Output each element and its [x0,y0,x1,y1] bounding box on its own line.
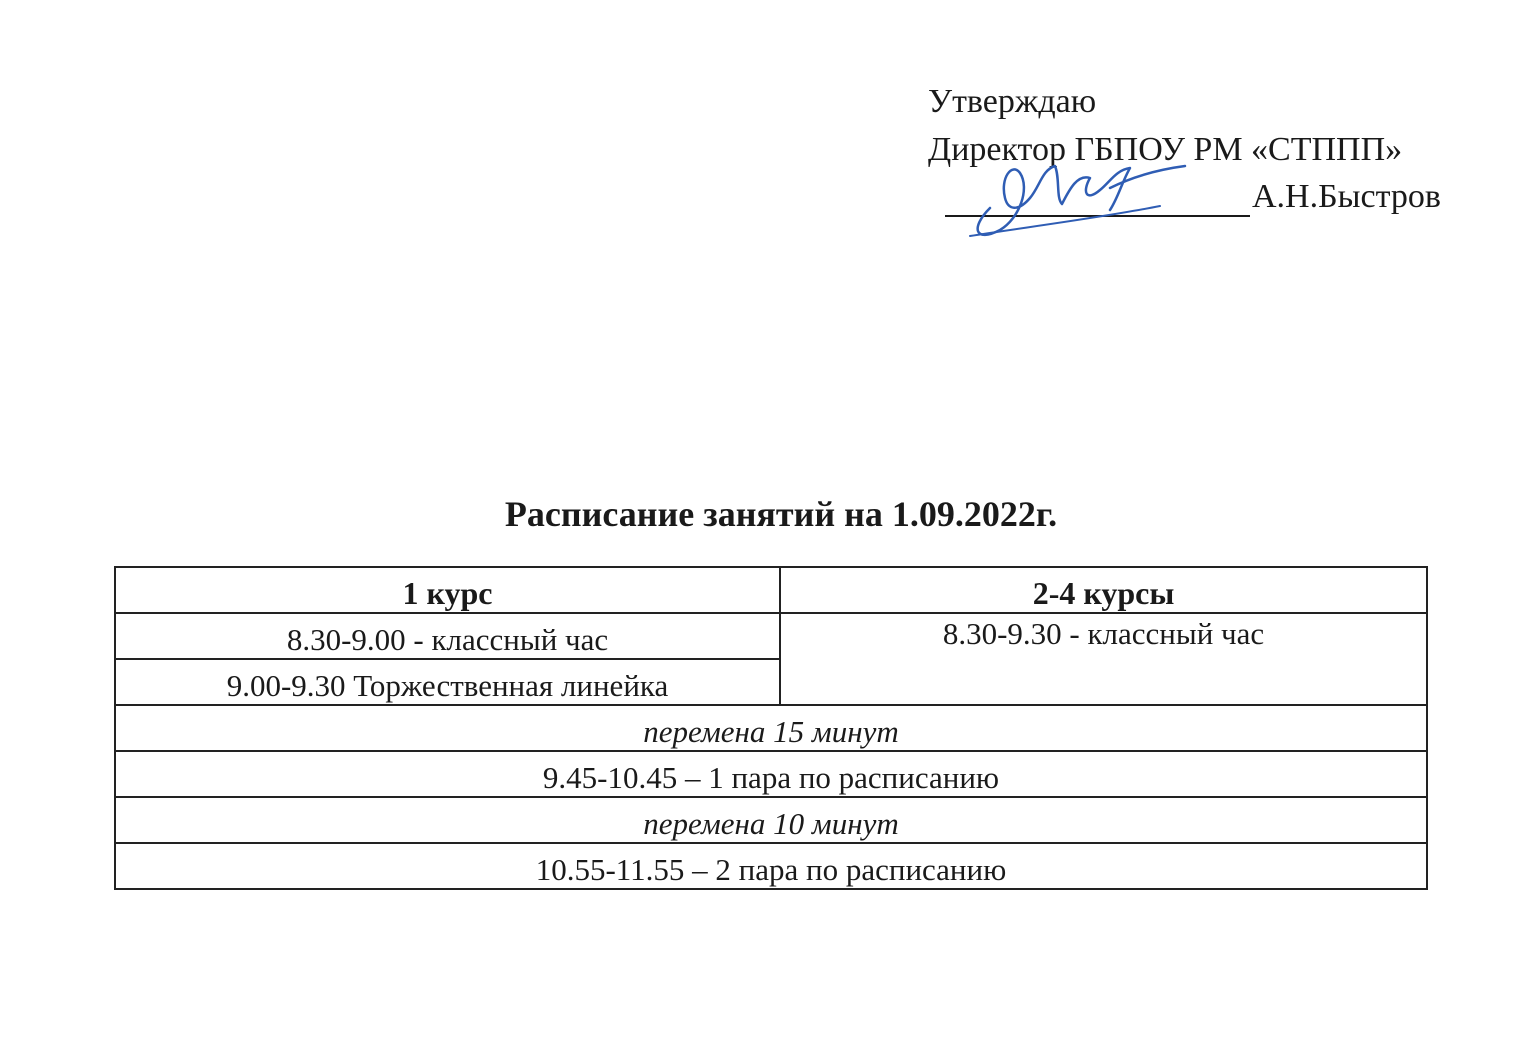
header-courses-2-4: 2-4 курсы [780,567,1427,613]
courses2-4-class-hour: 8.30-9.30 - классный час [780,613,1427,705]
course1-class-hour: 8.30-9.00 - классный час [115,613,780,659]
handwritten-signature [960,148,1190,248]
table-row [115,613,1427,659]
header-course-1: 1 курс [115,567,780,613]
table-row [115,705,1427,751]
table-row [115,843,1427,889]
director-name: А.Н.Быстров [1252,178,1441,215]
approval-position: Директор ГБПОУ РМ «СТППП» [928,131,1403,168]
approval-heading: Утверждаю [928,83,1097,120]
course1-ceremony: 9.00-9.30 Торжественная линейка [115,659,780,705]
document-title: Расписание занятий на 1.09.2022г. [504,494,1058,534]
schedule-table [114,566,1428,890]
header-row [115,567,1427,613]
pair-2: 10.55-11.55 – 2 пара по расписанию [115,843,1427,889]
pair-1: 9.45-10.45 – 1 пара по расписанию [115,751,1427,797]
break-15-min: перемена 15 минут [115,705,1427,751]
break-10-min: перемена 10 минут [115,797,1427,843]
table-row [115,797,1427,843]
table-row [115,751,1427,797]
